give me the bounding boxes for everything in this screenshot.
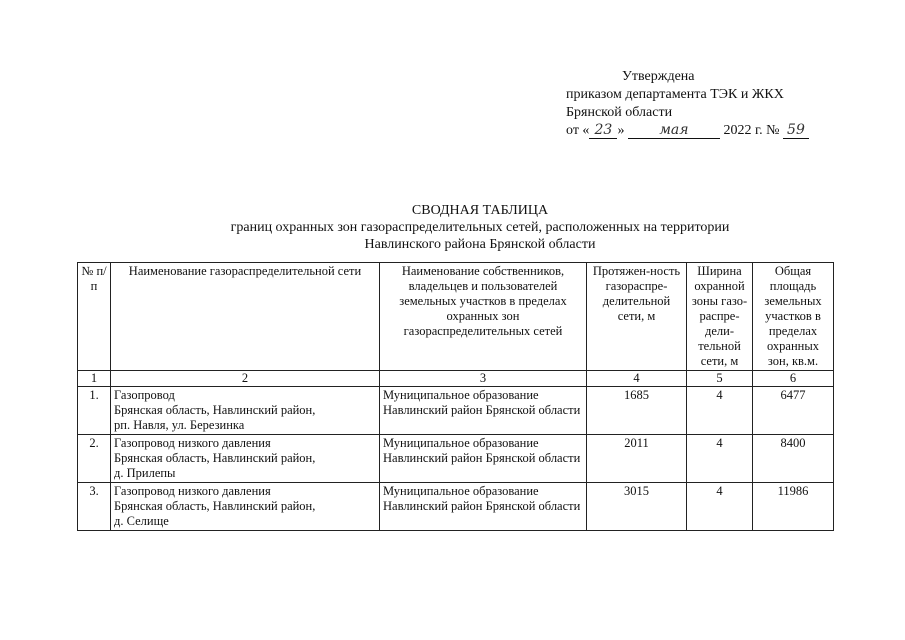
network-type: Газопровод bbox=[114, 388, 175, 402]
date-year: 2022 г. bbox=[723, 123, 763, 138]
network-name-cell bbox=[111, 435, 380, 483]
column-number: 4 bbox=[587, 371, 687, 387]
row-index: 2. bbox=[78, 435, 111, 483]
owner-cell: Муниципальное образование Навлинский район Брянской области bbox=[380, 483, 587, 531]
row-index: 1. bbox=[78, 387, 111, 435]
table-row bbox=[78, 483, 834, 531]
network-locality: рп. Навля, ул. Березинка bbox=[114, 418, 245, 432]
title-heading: СВОДНАЯ ТАБЛИЦА bbox=[411, 203, 549, 218]
network-locality: д. Селище bbox=[114, 514, 169, 528]
column-number: 1 bbox=[78, 371, 111, 387]
approval-order-line: приказом департамента ТЭК и ЖКХ bbox=[566, 87, 784, 102]
width-cell: 4 bbox=[687, 435, 753, 483]
network-region: Брянская область, Навлинский район, bbox=[114, 403, 316, 417]
column-number: 5 bbox=[687, 371, 753, 387]
title-region: Навлинского района Брянской области bbox=[364, 237, 596, 252]
table-row bbox=[78, 435, 834, 483]
approval-stamp bbox=[566, 68, 809, 140]
header-length: Протяжен-ность газораспре-делительной сети, м bbox=[587, 263, 687, 371]
network-locality: д. Прилепы bbox=[114, 466, 176, 480]
network-region: Брянская область, Навлинский район, bbox=[114, 499, 316, 513]
network-type: Газопровод низкого давления bbox=[114, 436, 271, 450]
summary-table bbox=[77, 262, 834, 531]
approval-title: Утверждена bbox=[622, 69, 695, 84]
approval-date-line bbox=[566, 122, 809, 140]
row-index: 3. bbox=[78, 483, 111, 531]
header-area: Общая площадь земельных участков в пределах охранных зон, кв.м. bbox=[753, 263, 834, 371]
network-name-cell bbox=[111, 483, 380, 531]
handwritten-day: 23 bbox=[589, 123, 617, 139]
column-number-row bbox=[78, 371, 834, 387]
column-number: 3 bbox=[380, 371, 587, 387]
column-number: 2 bbox=[111, 371, 380, 387]
network-type: Газопровод низкого давления bbox=[114, 484, 271, 498]
owner-cell: Муниципальное образование Навлинский район Брянской области bbox=[380, 387, 587, 435]
width-cell: 4 bbox=[687, 483, 753, 531]
header-width: Ширина охранной зоны газо-распре-дели-тельной сети, м bbox=[687, 263, 753, 371]
header-owners: Наименование собственников, владельцев и пользователей земельных участков в пределах охранных зон газораспределительных сетей bbox=[380, 263, 587, 371]
network-region: Брянская область, Навлинский район, bbox=[114, 451, 316, 465]
handwritten-number: 59 bbox=[783, 123, 809, 139]
network-name-cell bbox=[111, 387, 380, 435]
length-cell: 1685 bbox=[587, 387, 687, 435]
handwritten-month: мая bbox=[628, 123, 720, 139]
date-prefix: от « bbox=[566, 123, 590, 138]
length-cell: 2011 bbox=[587, 435, 687, 483]
header-network-name: Наименование газораспределительной сети bbox=[111, 263, 380, 371]
width-cell: 4 bbox=[687, 387, 753, 435]
area-cell: 8400 bbox=[753, 435, 834, 483]
number-sign: № bbox=[766, 123, 780, 138]
date-quote: » bbox=[617, 123, 625, 138]
column-number: 6 bbox=[753, 371, 834, 387]
area-cell: 11986 bbox=[753, 483, 834, 531]
title-subheading: границ охранных зон газораспределительных сетей, расположенных на территории bbox=[230, 220, 730, 235]
table-row bbox=[78, 387, 834, 435]
area-cell: 6477 bbox=[753, 387, 834, 435]
header-index: № п/п bbox=[78, 263, 111, 371]
owner-cell: Муниципальное образование Навлинский район Брянской области bbox=[380, 435, 587, 483]
length-cell: 3015 bbox=[587, 483, 687, 531]
approval-region-line: Брянской области bbox=[566, 105, 673, 120]
table-header-row bbox=[78, 263, 834, 371]
document-title bbox=[150, 202, 810, 253]
